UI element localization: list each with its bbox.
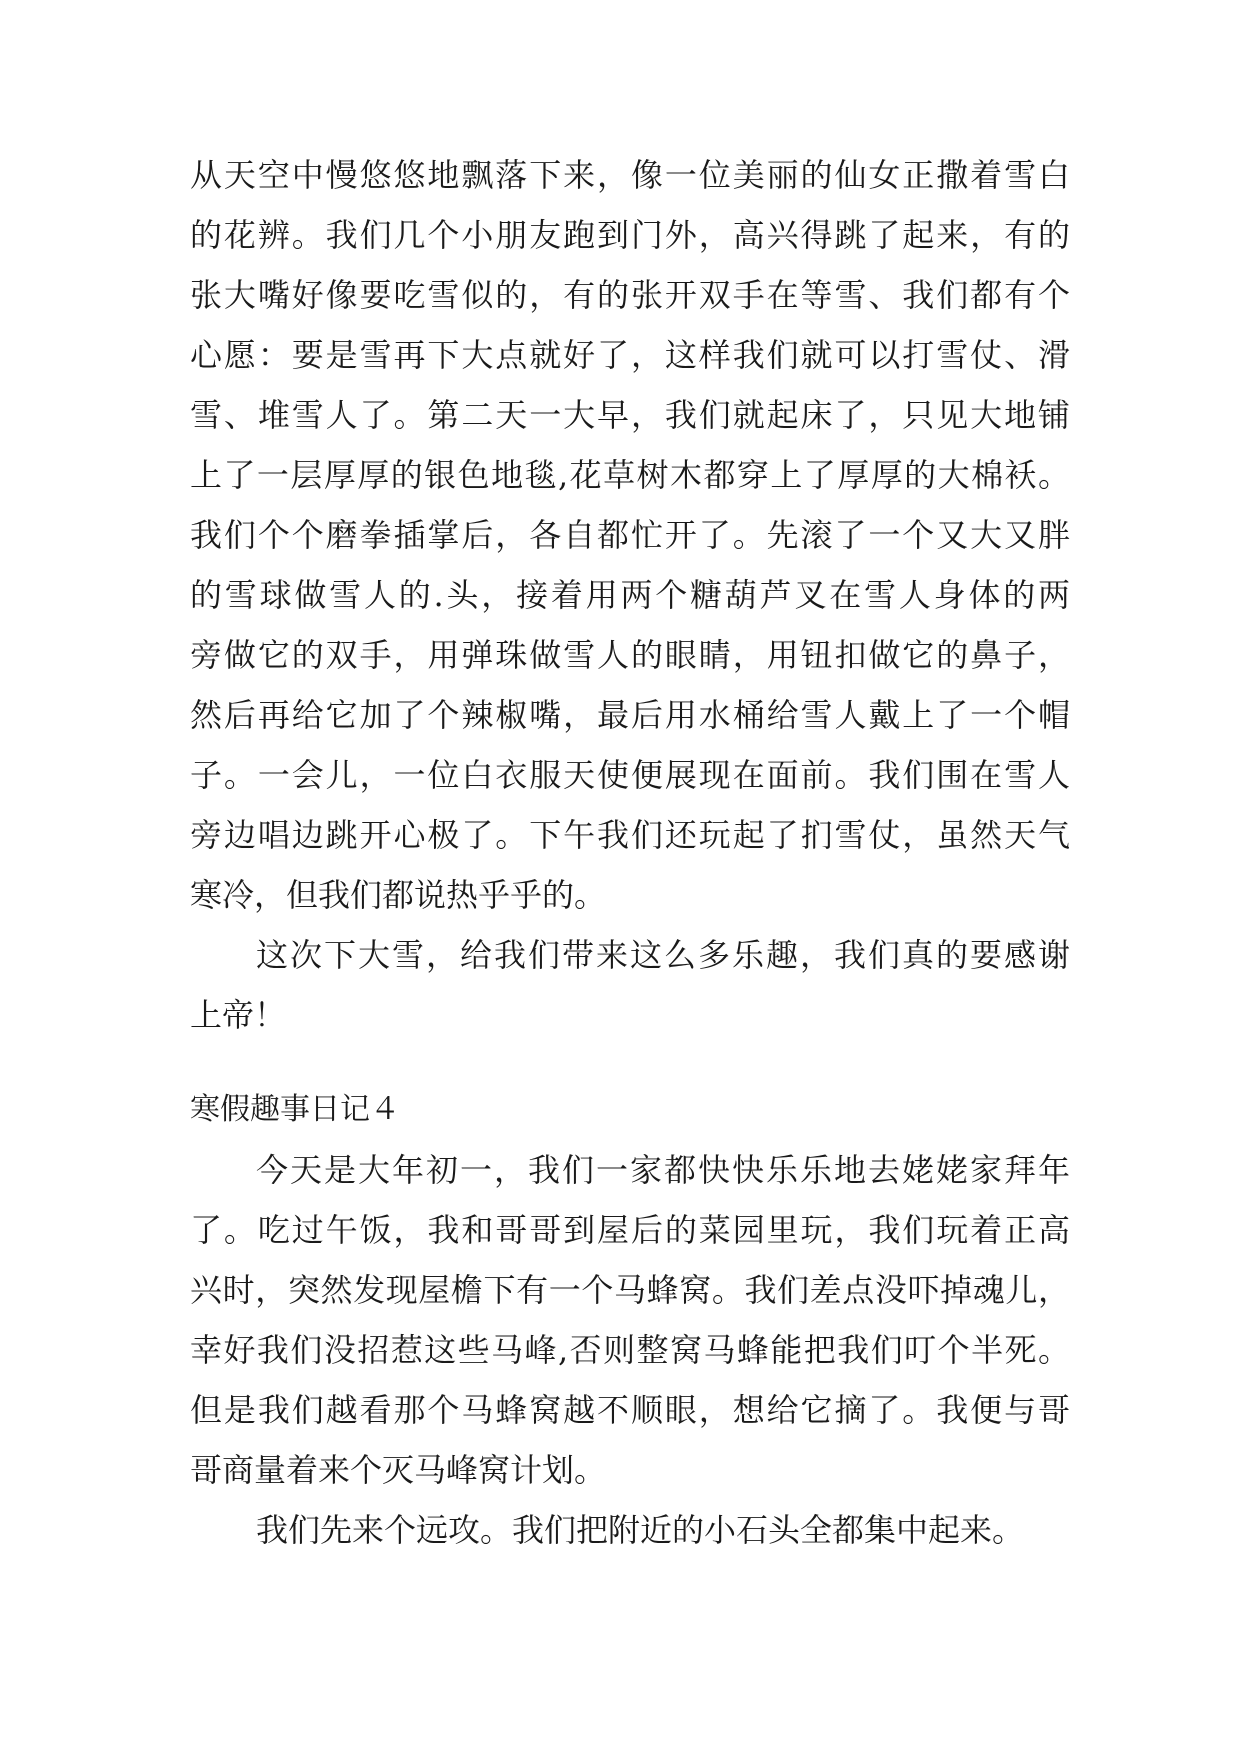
text-line: 了。吃过午饭，我和哥哥到屋后的菜园里玩，我们玩着正高 <box>190 1211 1070 1249</box>
paragraph <box>190 925 1070 1045</box>
text-line: 心愿：要是雪再下大点就好了，这样我们就可以打雪仗、滑 <box>190 336 1070 374</box>
paragraph <box>190 145 1070 925</box>
text-line: 上了一层厚厚的银色地毯,花草树木都穿上了厚厚的大棉袄。 <box>190 456 1070 494</box>
text-line: 旁边唱边跳开心极了。下午我们还玩起了扪雪仗，虽然天气 <box>190 816 1070 854</box>
text-line: 但是我们越看那个马蜂窝越不顺眼，想给它摘了。我便与哥 <box>190 1391 1070 1429</box>
text-line: 旁做它的双手，用弹珠做雪人的眼睛，用钮扣做它的鼻子， <box>190 636 1070 674</box>
text-line: 张大嘴好像要吃雪似的，有的张开双手在等雪、我们都有个 <box>190 276 1070 314</box>
text-line: 然后再给它加了个辣椒嘴，最后用水桶给雪人戴上了一个帽 <box>190 696 1070 734</box>
text-line: 我们先来个远攻。我们把附近的小石头全都集中起来。 <box>256 1511 1025 1549</box>
text-line: 从天空中慢悠悠地飘落下来，像一位美丽的仙女正撒着雪白 <box>190 156 1070 194</box>
text-line: 的花辨。我们几个小朋友跑到门外，高兴得跳了起来，有的 <box>190 216 1070 254</box>
text-line: 幸好我们没招惹这些马峰,否则整窝马蜂能把我们叮个半死。 <box>190 1331 1070 1369</box>
paragraph <box>190 1500 1070 1560</box>
diary-text-part-1 <box>190 145 1070 1045</box>
text-line: 的雪球做雪人的.头，接着用两个糖葫芦叉在雪人身体的两 <box>190 576 1070 614</box>
text-line: 上帝！ <box>190 996 287 1034</box>
diary-heading: 寒假趣事日记４ <box>190 1092 400 1127</box>
text-line: 子。一会儿，一位白衣服天使便展现在面前。我们围在雪人 <box>190 756 1070 794</box>
text-line: 哥商量着来个灭马峰窝计划。 <box>190 1451 607 1489</box>
paragraph <box>190 1140 1070 1500</box>
text-line: 我们个个磨拳插掌后，各自都忙开了。先滚了一个又大又胖 <box>190 516 1070 554</box>
text-line: 今天是大年初一，我们一家都快快乐乐地去姥姥家拜年 <box>256 1151 1070 1189</box>
text-line: 寒冷，但我们都说热乎乎的。 <box>190 876 607 914</box>
diary-text-part-2 <box>190 1140 1070 1560</box>
text-line: 雪、堆雪人了。第二天一大早，我们就起床了，只见大地铺 <box>190 396 1070 434</box>
text-line: 这次下大雪，给我们带来这么多乐趣，我们真的要感谢 <box>256 936 1070 974</box>
text-line: 兴时，突然发现屋檐下有一个马蜂窝。我们差点没吓掉魂儿， <box>190 1271 1070 1309</box>
